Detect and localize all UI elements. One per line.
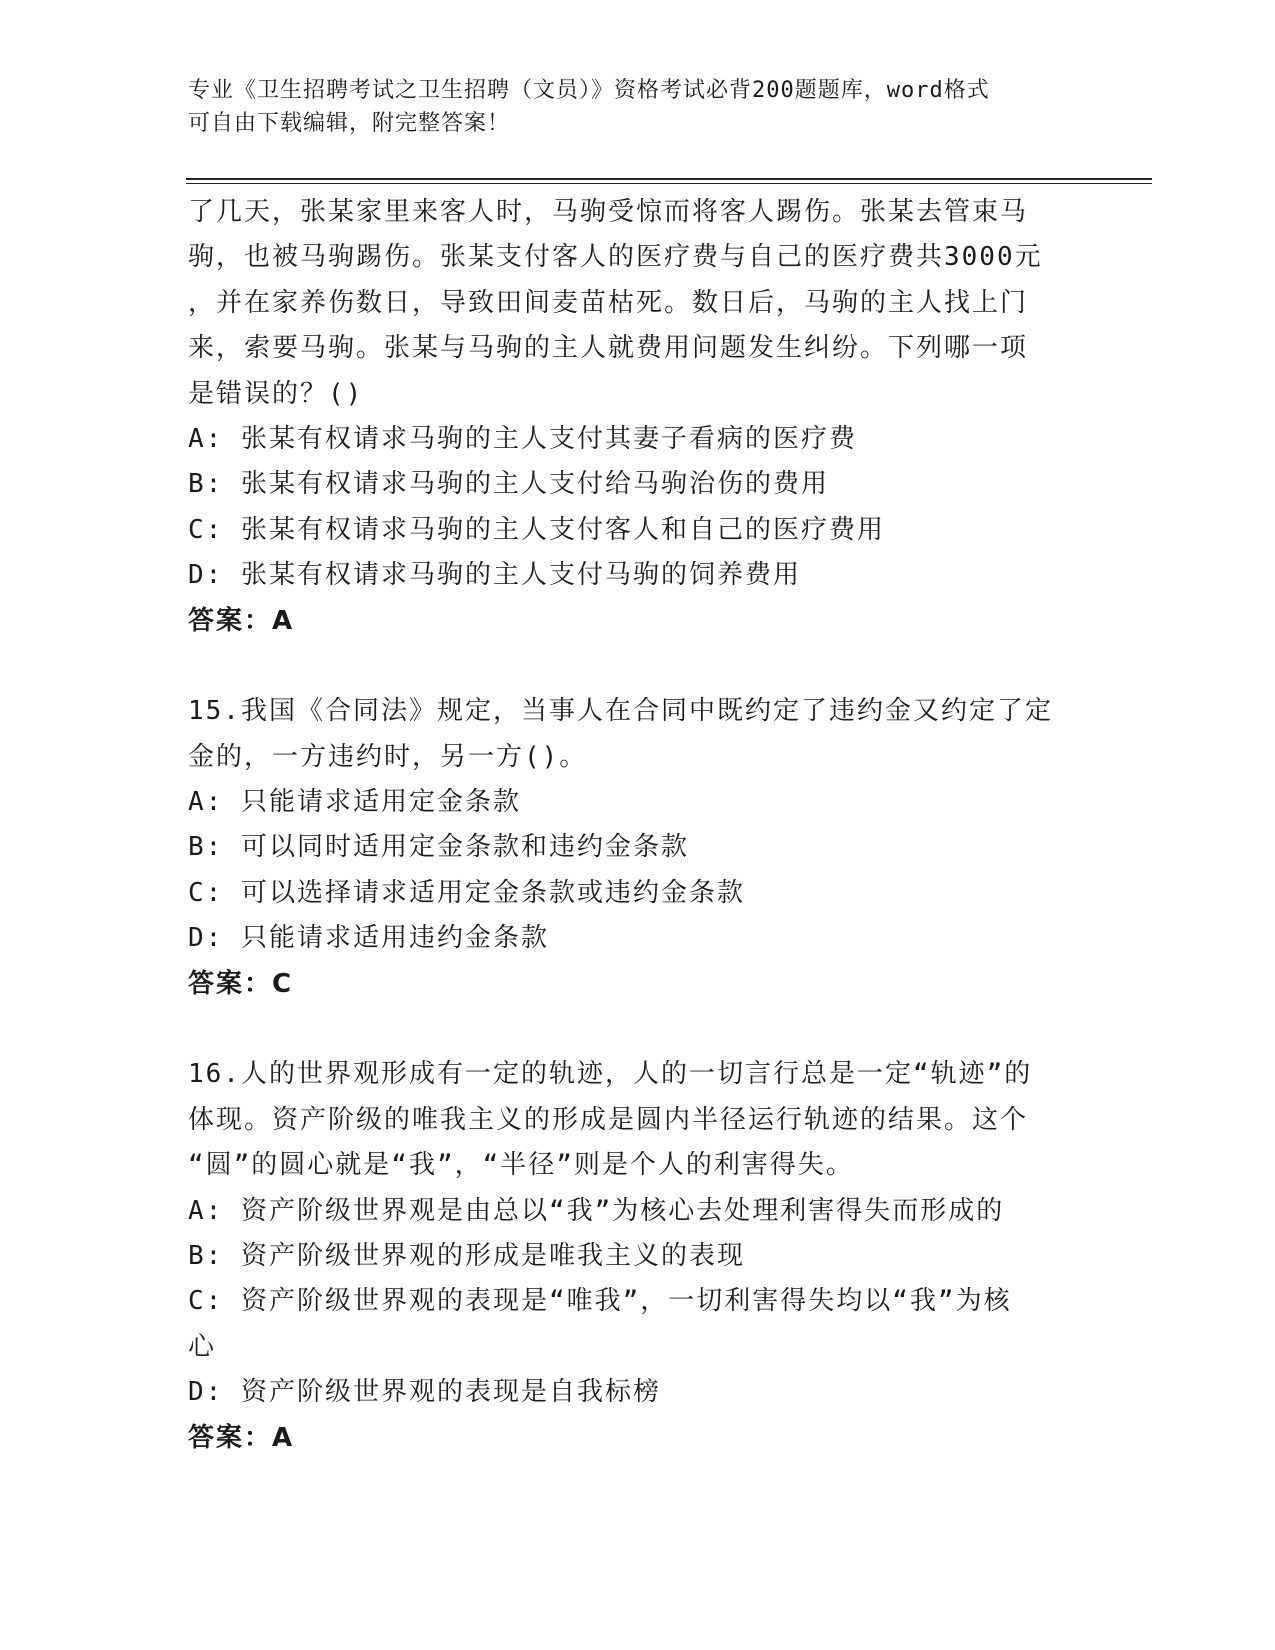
question-stem-line: 是错误的？() [188,378,364,409]
question-stem-line: 体现。资产阶级的唯我主义的形成是圆内半径运行轨迹的结果。这个 [188,1104,1029,1135]
question-14 [188,190,1088,644]
question-stem-line: 金的，一方违约时，另一方()。 [188,741,588,772]
option-a: A: 只能请求适用定金条款 [188,787,521,818]
option-b: B: 可以同时适用定金条款和违约金条款 [188,832,689,863]
question-stem-line: 15.我国《合同法》规定，当事人在合同中既约定了违约金又约定了定 [188,696,1053,727]
answer-label: 答案：C [188,968,294,999]
answer-label: 答案：A [188,605,295,636]
option-b: B: 张某有权请求马驹的主人支付给马驹治伤的费用 [188,469,829,500]
option-c: C: 张某有权请求马驹的主人支付客人和自己的医疗费用 [188,514,885,545]
question-15 [188,689,1088,1007]
option-c-continued: 心 [188,1331,217,1362]
option-d: D: 张某有权请求马驹的主人支付马驹的饲养费用 [188,560,801,591]
header-divider-thin [186,183,1152,184]
question-stem-line: ，并在家养伤数日，导致田间麦苗枯死。数日后，马驹的主人找上门 [188,287,1029,318]
question-spacer [188,1007,1088,1052]
header-title-line-1: 专业《卫生招聘考试之卫生招聘（文员）》资格考试必背200题题库，word格式 [188,78,990,103]
document-header [188,74,1088,140]
question-stem-line: 来，索要马驹。张某与马驹的主人就费用问题发生纠纷。下列哪一项 [188,333,1029,364]
option-c: C: 可以选择请求适用定金条款或违约金条款 [188,877,745,908]
option-a: A: 张某有权请求马驹的主人支付其妻子看病的医疗费 [188,423,857,454]
option-d: D: 只能请求适用违约金条款 [188,923,549,954]
answer-label: 答案：A [188,1422,295,1453]
header-divider-thick [186,178,1152,180]
option-c: C: 资产阶级世界观的表现是“唯我”，一切利害得失均以“我”为核 [188,1286,1012,1317]
question-stem-line: 驹，也被马驹踢伤。张某支付客人的医疗费与自己的医疗费共3000元 [188,242,1043,273]
question-list [188,190,1088,1461]
header-title-line-2: 可自由下载编辑，附完整答案！ [188,111,511,136]
question-spacer [188,644,1088,689]
option-a: A: 资产阶级世界观是由总以“我”为核心去处理利害得失而形成的 [188,1195,1005,1226]
question-stem-line: “圆”的圆心就是“我”，“半径”则是个人的利害得失。 [188,1150,854,1181]
question-stem-line: 16.人的世界观形成有一定的轨迹，人的一切言行总是一定“轨迹”的 [188,1059,1033,1090]
question-stem-line: 了几天，张某家里来客人时，马驹受惊而将客人踢伤。张某去管束马 [188,197,1029,227]
option-b: B: 资产阶级世界观的形成是唯我主义的表现 [188,1240,745,1271]
question-16 [188,1052,1088,1461]
option-d: D: 资产阶级世界观的表现是自我标榜 [188,1377,661,1408]
